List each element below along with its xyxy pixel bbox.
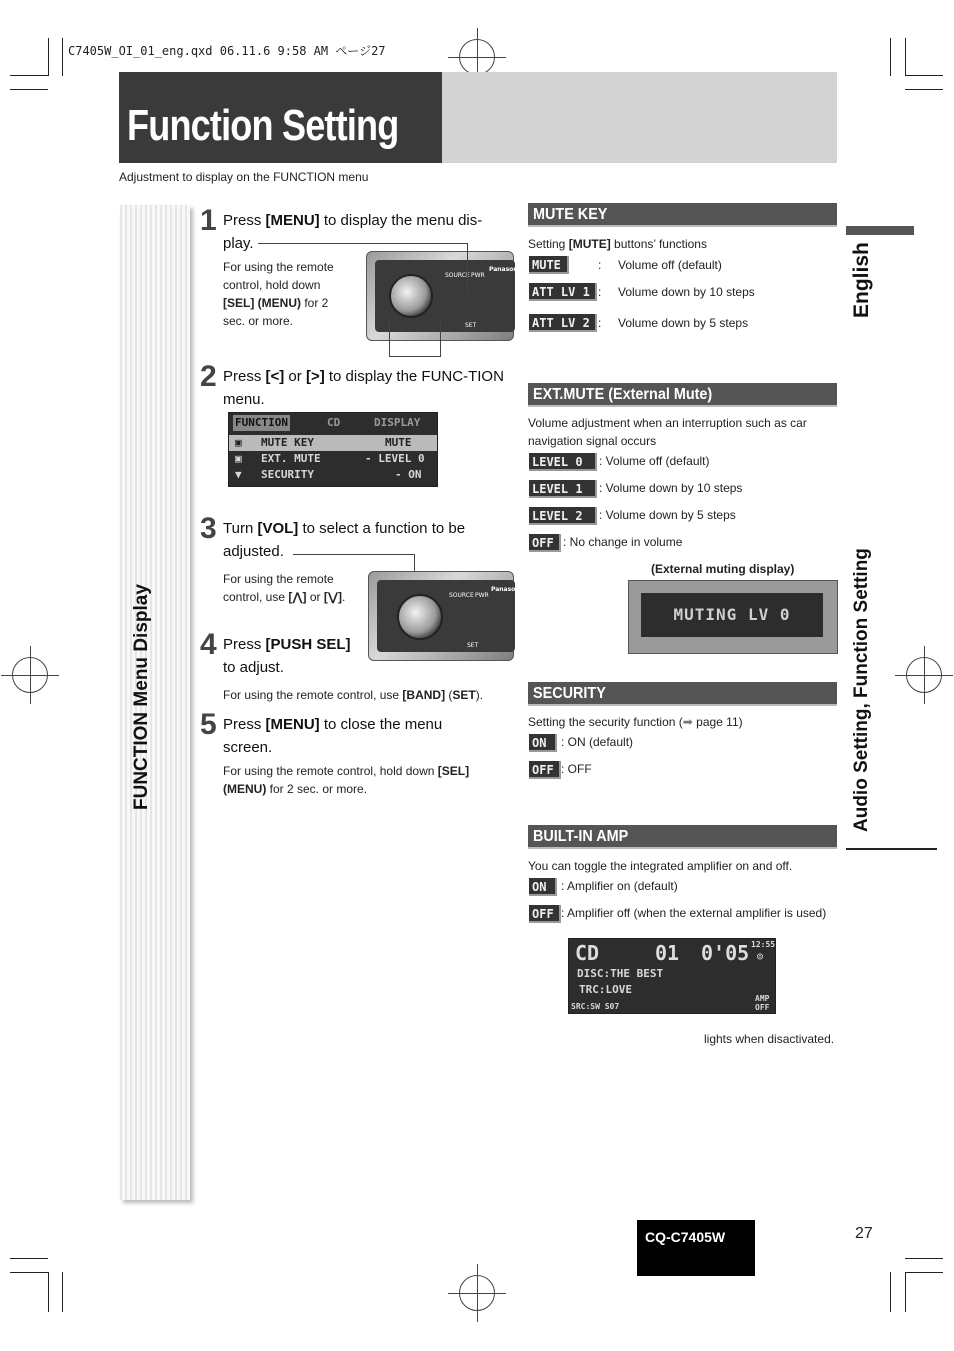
side-label: FUNCTION Menu Display — [131, 584, 152, 810]
muting-display-text: MUTING LV 0 — [673, 605, 791, 624]
amp-footnote: lights when disactivated. — [704, 1032, 835, 1046]
att-lv1-text: Volume down by 10 steps — [618, 285, 755, 299]
att-lv1-badge: ATT LV 1 — [529, 283, 597, 301]
step-number: 4 — [200, 628, 217, 661]
lcd-tab: FUNCTION — [235, 416, 288, 429]
crop-mark — [10, 1258, 48, 1259]
head-unit-illustration: Panasonic SOURCE PWR SET — [368, 571, 514, 661]
lcd-amp-indicator: AMP OFF — [755, 994, 770, 1012]
lcd-row-label: SECURITY — [261, 468, 314, 481]
step-number: 1 — [200, 204, 217, 237]
lcd-disc-title: DISC:THE BEST — [577, 967, 664, 980]
print-header: C7405W_OI_01_eng.qxd 06.11.6 9:58 AM ページ27 — [68, 44, 386, 58]
level0-text: : Volume off (default) — [599, 454, 710, 468]
ext-mute-heading: EXT.MUTE (External Mute) — [528, 383, 837, 407]
callout-bracket — [389, 320, 441, 357]
step-3-text: Turn [VOL] to select a function to be adjusted. — [223, 520, 466, 560]
registration-mark — [906, 657, 942, 693]
lcd-bullet: ▼ — [235, 468, 242, 481]
step-5-text: Press [MENU] to close the menu screen. — [223, 716, 443, 756]
lcd-row-label: MUTE KEY — [261, 436, 314, 449]
lcd-disc-number: 01 — [655, 941, 680, 965]
crop-mark — [10, 75, 48, 76]
crop-mark — [905, 1272, 943, 1273]
lcd-source: CD — [575, 941, 600, 965]
language-tab-marker — [846, 226, 914, 235]
muting-display-caption: (External muting display) — [651, 562, 795, 576]
crop-mark — [905, 89, 943, 90]
section-tab-rule — [846, 848, 937, 850]
registration-mark — [12, 657, 48, 693]
amp-status-lcd — [568, 938, 776, 1014]
security-on-badge: ON — [529, 734, 557, 752]
off-badge: OFF — [529, 534, 561, 552]
att-lv2-badge: ATT LV 2 — [529, 314, 597, 332]
lcd-tab: CD — [327, 416, 341, 429]
page-number: 27 — [855, 1225, 873, 1242]
callout-line — [467, 243, 468, 295]
language-tab: English — [850, 242, 873, 318]
step-number: 3 — [200, 512, 217, 545]
level1-text: : Volume down by 10 steps — [599, 481, 743, 495]
title-bar-extension — [442, 72, 837, 163]
lcd-row-value: MUTE — [385, 436, 412, 449]
separator: : — [598, 316, 602, 330]
lcd-row-label: EXT. MUTE — [261, 452, 321, 465]
level1-badge: LEVEL 1 — [529, 480, 597, 498]
crop-mark — [905, 38, 906, 76]
mute-key-heading: MUTE KEY — [528, 203, 837, 227]
mute-key-intro: Setting [MUTE] buttons’ functions — [528, 237, 707, 251]
disc-icon: ◎ — [757, 951, 764, 962]
crop-mark — [905, 1258, 943, 1259]
registration-mark — [459, 39, 495, 75]
amp-off-text: : Amplifier off (when the external amplifier is used) — [561, 906, 827, 920]
level2-text: : Volume down by 5 steps — [599, 508, 736, 522]
mute-option-text: Volume off (default) — [618, 258, 722, 272]
amp-on-text: : Amplifier on (default) — [561, 879, 678, 893]
step-number: 5 — [200, 708, 217, 741]
lcd-bullet: ▣ — [235, 452, 242, 465]
muting-display — [628, 580, 838, 654]
lcd-track-title: TRC:LOVE — [579, 983, 632, 996]
crop-mark — [905, 75, 943, 76]
amp-on-badge: ON — [529, 878, 557, 896]
security-intro: Setting the security function (➡ page 11) — [528, 715, 743, 729]
lcd-footer: SRC:SW S07 — [571, 1002, 620, 1011]
crop-mark — [905, 1272, 906, 1312]
page-subtitle: Adjustment to display on the FUNCTION menu — [119, 170, 369, 184]
crop-mark — [10, 89, 48, 90]
crop-mark — [62, 38, 63, 76]
level0-badge: LEVEL 0 — [529, 453, 597, 471]
security-on-text: : ON (default) — [561, 735, 634, 749]
security-heading: SECURITY — [528, 682, 837, 706]
crop-mark — [48, 38, 49, 76]
step-2-text: Press [<] or [>] to display the FUNC-TION menu. — [223, 368, 504, 408]
lcd-time: 0'05 — [701, 941, 750, 965]
model-badge: CQ-C7405W — [637, 1220, 755, 1276]
separator: : — [598, 285, 602, 299]
arrow-icon: ➡ — [682, 715, 693, 729]
crop-mark — [890, 1272, 891, 1312]
ext-mute-intro: Volume adjustment when an interruption such as car navigation signal occurs — [528, 416, 807, 448]
section-tab: Audio Setting, Function Setting — [851, 548, 872, 832]
crop-mark — [62, 1272, 63, 1312]
amp-off-badge: OFF — [529, 905, 561, 923]
registration-mark — [459, 1275, 495, 1311]
step-1-note: For using the remote control, hold down [SEL] (MENU) for 2 sec. or more. — [223, 260, 334, 328]
lcd-bullet: ▣ — [235, 436, 242, 449]
security-off-badge: OFF — [529, 761, 561, 779]
step-1-text: Press [MENU] to display the menu dis-play. — [223, 212, 483, 252]
lcd-tab: DISPLAY — [374, 416, 421, 429]
callout-line — [258, 243, 468, 244]
crop-mark — [890, 38, 891, 76]
crop-mark — [48, 1272, 49, 1312]
step-number: 2 — [200, 360, 217, 393]
head-unit-illustration: Panasonic SOURCE PWR SET — [366, 251, 514, 341]
off-text: : No change in volume — [563, 535, 683, 549]
lcd-row-value: - LEVEL 0 — [365, 452, 425, 465]
lcd-clock: 12:55 — [751, 940, 776, 949]
function-menu-lcd — [228, 412, 438, 487]
separator: : — [598, 258, 602, 272]
builtin-amp-heading: BUILT-IN AMP — [528, 825, 837, 849]
level2-badge: LEVEL 2 — [529, 507, 597, 525]
callout-line — [293, 554, 415, 555]
step-4-text: Press [PUSH SEL] to adjust. — [223, 636, 351, 676]
step-4-note: For using the remote control, use [BAND] (SET). — [223, 688, 484, 702]
step-3-note: For using the remote control, use [⋀] or [⋁]. — [223, 572, 346, 604]
security-off-text: : OFF — [561, 762, 592, 776]
crop-mark — [10, 1272, 48, 1273]
mute-badge: MUTE — [529, 256, 569, 274]
builtin-amp-intro: You can toggle the integrated amplifier on and off. — [528, 859, 793, 873]
step-5-note: For using the remote control, hold down [SEL] (MENU) for 2 sec. or more. — [223, 764, 470, 796]
page-title: Function Setting — [127, 101, 399, 150]
att-lv2-text: Volume down by 5 steps — [618, 316, 749, 330]
lcd-row-value: - ON — [395, 468, 422, 481]
